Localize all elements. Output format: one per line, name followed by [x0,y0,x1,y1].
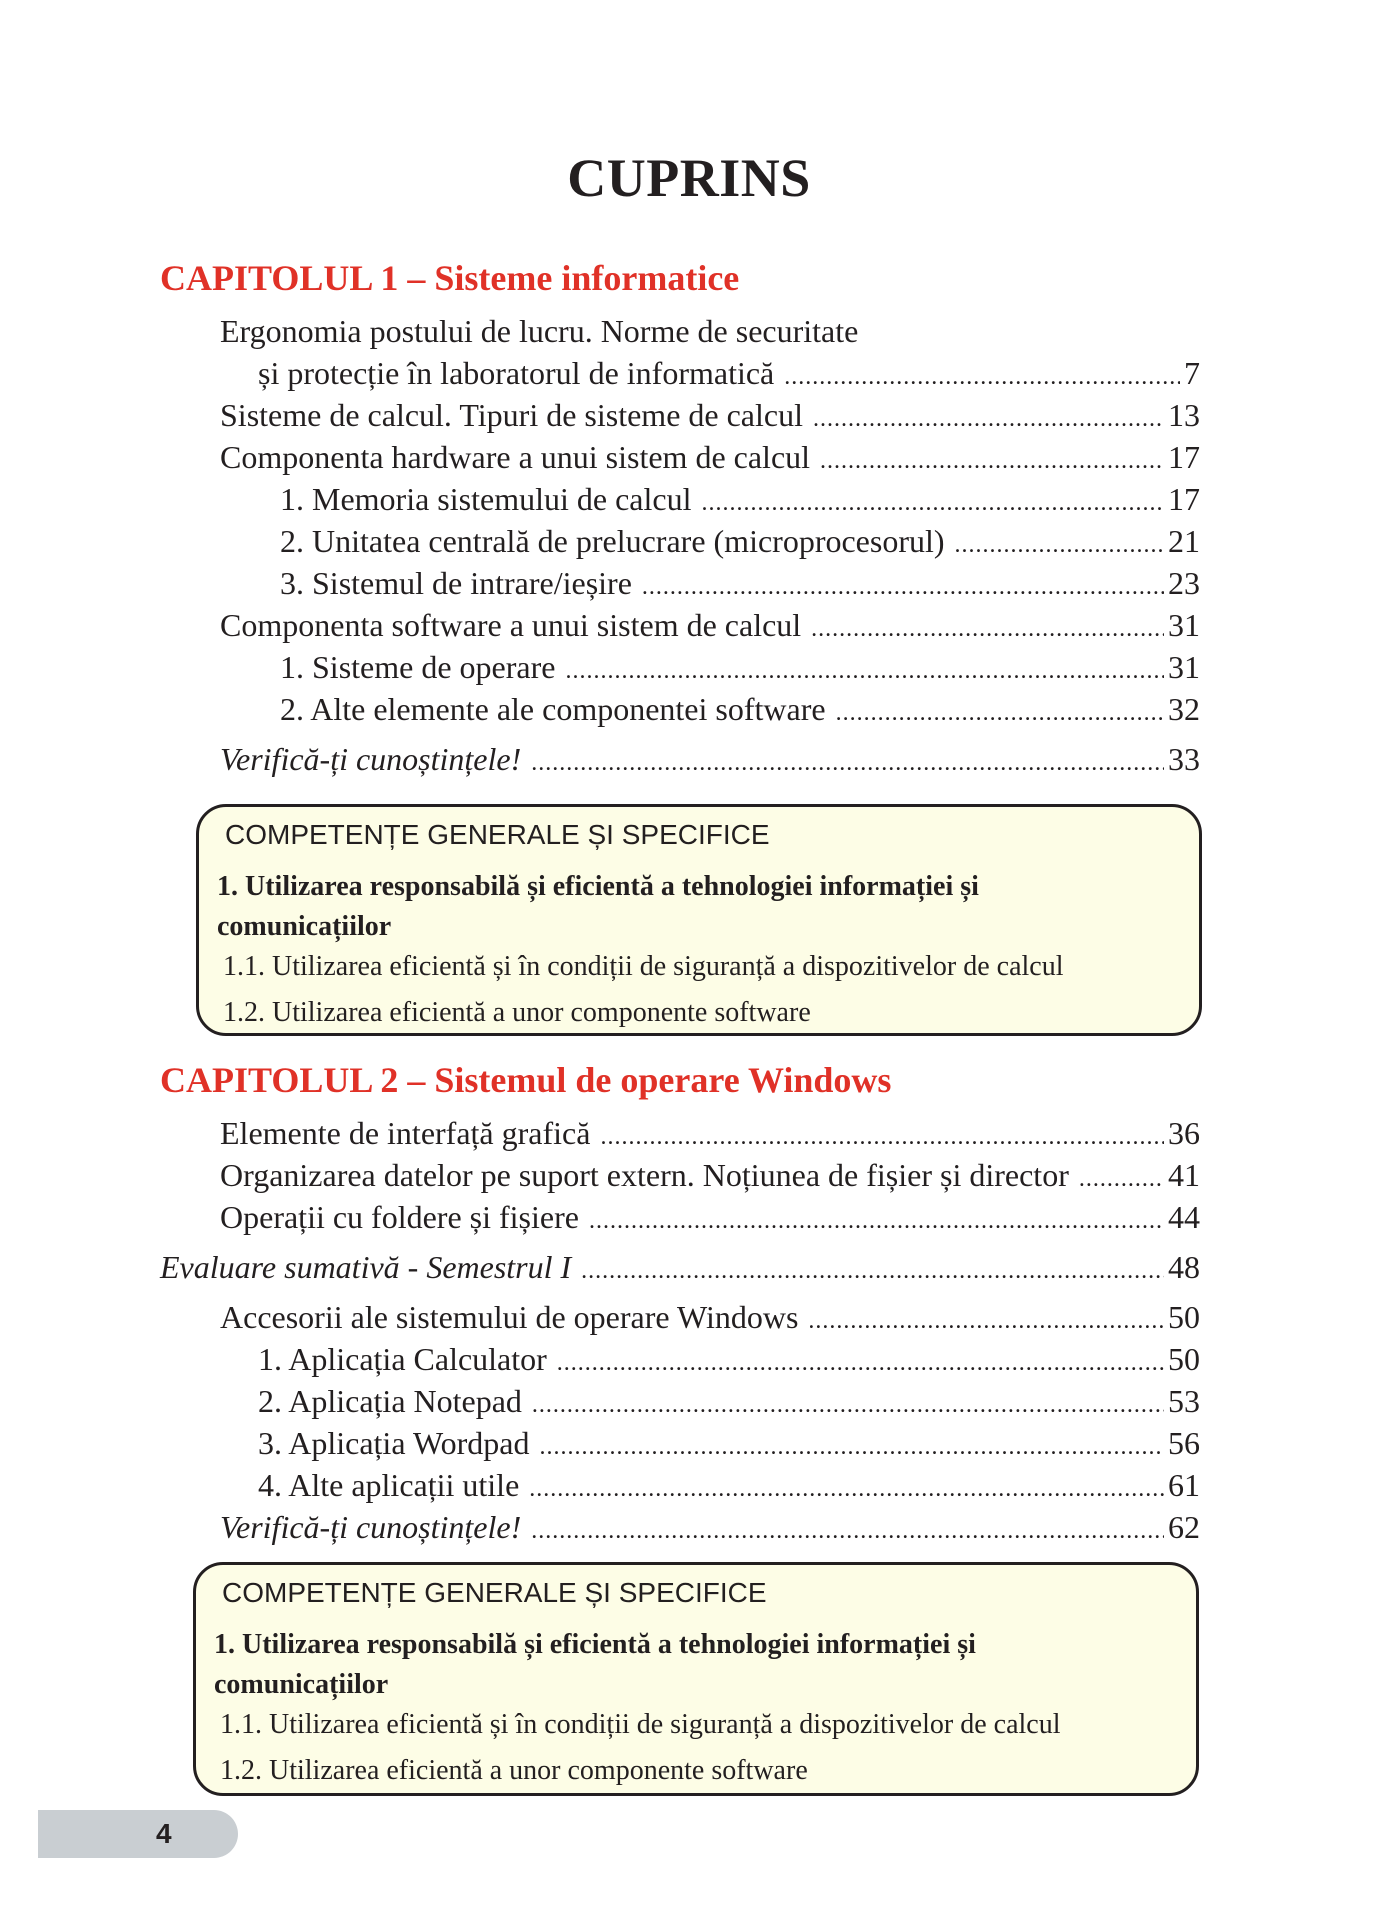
toc-page-number: 23 [1168,565,1200,601]
dot-leader [836,692,1164,734]
toc-page-number: 36 [1168,1115,1200,1151]
specific-competence: 1.1. Utilizarea eficientă și în condiții de siguranță a dispozitivelor de calcul [223,951,1064,982]
toc-page-number: 7 [1184,355,1200,391]
toc-entry[interactable] [220,1154,1200,1196]
toc-page-number: 48 [1168,1249,1200,1285]
toc-entry[interactable] [258,1338,1200,1380]
toc-entry[interactable] [280,520,1200,562]
toc-entry[interactable] [220,394,1200,436]
toc-page-number: 21 [1168,523,1200,559]
toc-entry-evaluation[interactable] [160,1246,1200,1288]
dot-leader [532,1384,1164,1426]
competences-box-1 [196,804,1202,1036]
dot-leader [808,1300,1164,1342]
toc-page-number: 44 [1168,1199,1200,1235]
dot-leader [813,398,1164,440]
chapter-1-heading: CAPITOLUL 1 – Sisteme informatice [160,258,740,298]
specific-competence: 1.2. Utilizarea eficientă a unor componente software [223,997,811,1028]
toc-entry-text: 2. Aplicația Notepad [258,1383,522,1419]
toc-entry [220,310,1200,352]
dot-leader [531,742,1164,784]
toc-entry-text: Componenta hardware a unui sistem de calcul [220,439,811,475]
dot-leader [539,1426,1164,1468]
toc-page-number: 33 [1168,741,1200,777]
toc-entry-text: 1. Sisteme de operare [280,649,556,685]
toc-entry-text: Sisteme de calcul. Tipuri de sisteme de calcul [220,397,803,433]
dot-leader [820,440,1164,482]
toc-entry-text: Organizarea datelor pe suport extern. Noțiunea de fișier și director [220,1157,1069,1193]
toc-page-number: 62 [1168,1509,1200,1545]
toc-page-number: 31 [1168,649,1200,685]
toc-entry-review[interactable] [220,738,1200,780]
page-number: 4 [156,1818,172,1849]
toc-entry-text: 2. Unitatea centrală de prelucrare (microprocesorul) [280,523,945,559]
toc-entry-text: și protecție în laboratorul de informatică [258,355,775,391]
toc-entry-text: Verifică-ți cunoștințele! [220,741,522,777]
competences-heading: COMPETENȚE GENERALE ȘI SPECIFICE [222,1577,767,1608]
toc-entry-text: 3. Sistemul de intrare/ieșire [280,565,632,601]
toc-entry-text: 1. Aplicația Calculator [258,1341,547,1377]
dot-leader [955,524,1164,566]
toc-entry[interactable] [220,1196,1200,1238]
toc-page-number: 41 [1168,1157,1200,1193]
toc-page-number: 61 [1168,1467,1200,1503]
toc-page-number: 50 [1168,1341,1200,1377]
specific-competence: 1.2. Utilizarea eficientă a unor componente software [220,1755,808,1786]
toc-entry[interactable] [280,478,1200,520]
competences-heading: COMPETENȚE GENERALE ȘI SPECIFICE [225,819,770,850]
general-competence: 1. Utilizarea responsabilă și eficientă a tehnologiei informației și comunicațiilor [217,871,979,942]
dot-leader [581,1250,1164,1292]
chapter-2-heading: CAPITOLUL 2 – Sistemul de operare Windows [160,1060,892,1100]
specific-competence: 1.1. Utilizarea eficientă și în condiții de siguranță a dispozitivelor de calcul [220,1709,1061,1740]
dot-leader [600,1116,1164,1158]
dot-leader [701,482,1164,524]
page-number-tab [38,1810,238,1858]
toc-entry-text: 2. Alte elemente ale componentei software [280,691,826,727]
toc-entry-text: Operații cu foldere și fișiere [220,1199,579,1235]
dot-leader [589,1200,1164,1242]
toc-entry-text: Evaluare sumativă - Semestrul I [160,1249,572,1285]
toc-entry[interactable] [280,562,1200,604]
toc-entry-text: Ergonomia postului de lucru. Norme de securitate [220,313,859,349]
toc-entry[interactable] [258,1380,1200,1422]
toc-entry[interactable] [220,1112,1200,1154]
toc-entry-text: Componenta software a unui sistem de calcul [220,607,802,643]
toc-entry-text: 1. Memoria sistemului de calcul [280,481,692,517]
dot-leader [565,650,1164,692]
toc-page-number: 17 [1168,439,1200,475]
toc-entry[interactable] [220,1296,1200,1338]
toc-page-number: 17 [1168,481,1200,517]
dot-leader [531,1510,1164,1552]
toc-entry[interactable] [258,352,1200,394]
general-competence: 1. Utilizarea responsabilă și eficientă a tehnologiei informației și comunicațiilor [214,1629,976,1700]
toc-entry-text: 3. Aplicația Wordpad [258,1425,530,1461]
dot-leader [557,1342,1164,1384]
toc-entry-text: Verifică-ți cunoștințele! [220,1509,522,1545]
toc-entry[interactable] [220,604,1200,646]
toc-page-number: 32 [1168,691,1200,727]
competences-box-2 [193,1562,1199,1796]
toc-page-number: 56 [1168,1425,1200,1461]
toc-page-number: 31 [1168,607,1200,643]
toc-entry-text: Accesorii ale sistemului de operare Windows [220,1299,799,1335]
toc-entry[interactable] [280,688,1200,730]
dot-leader [642,566,1164,608]
toc-entry[interactable] [280,646,1200,688]
toc-page-number: 53 [1168,1383,1200,1419]
toc-entry[interactable] [220,436,1200,478]
toc-entry-text: Elemente de interfață grafică [220,1115,591,1151]
page-title: CUPRINS [567,148,811,208]
toc-entry[interactable] [258,1464,1200,1506]
toc-page-number: 13 [1168,397,1200,433]
dot-leader [529,1468,1164,1510]
toc-page-number: 50 [1168,1299,1200,1335]
toc-entry-review[interactable] [220,1506,1200,1548]
toc-entry-text: 4. Alte aplicații utile [258,1467,520,1503]
dot-leader [1079,1158,1164,1200]
toc-entry[interactable] [258,1422,1200,1464]
dot-leader [784,356,1180,398]
dot-leader [811,608,1164,650]
